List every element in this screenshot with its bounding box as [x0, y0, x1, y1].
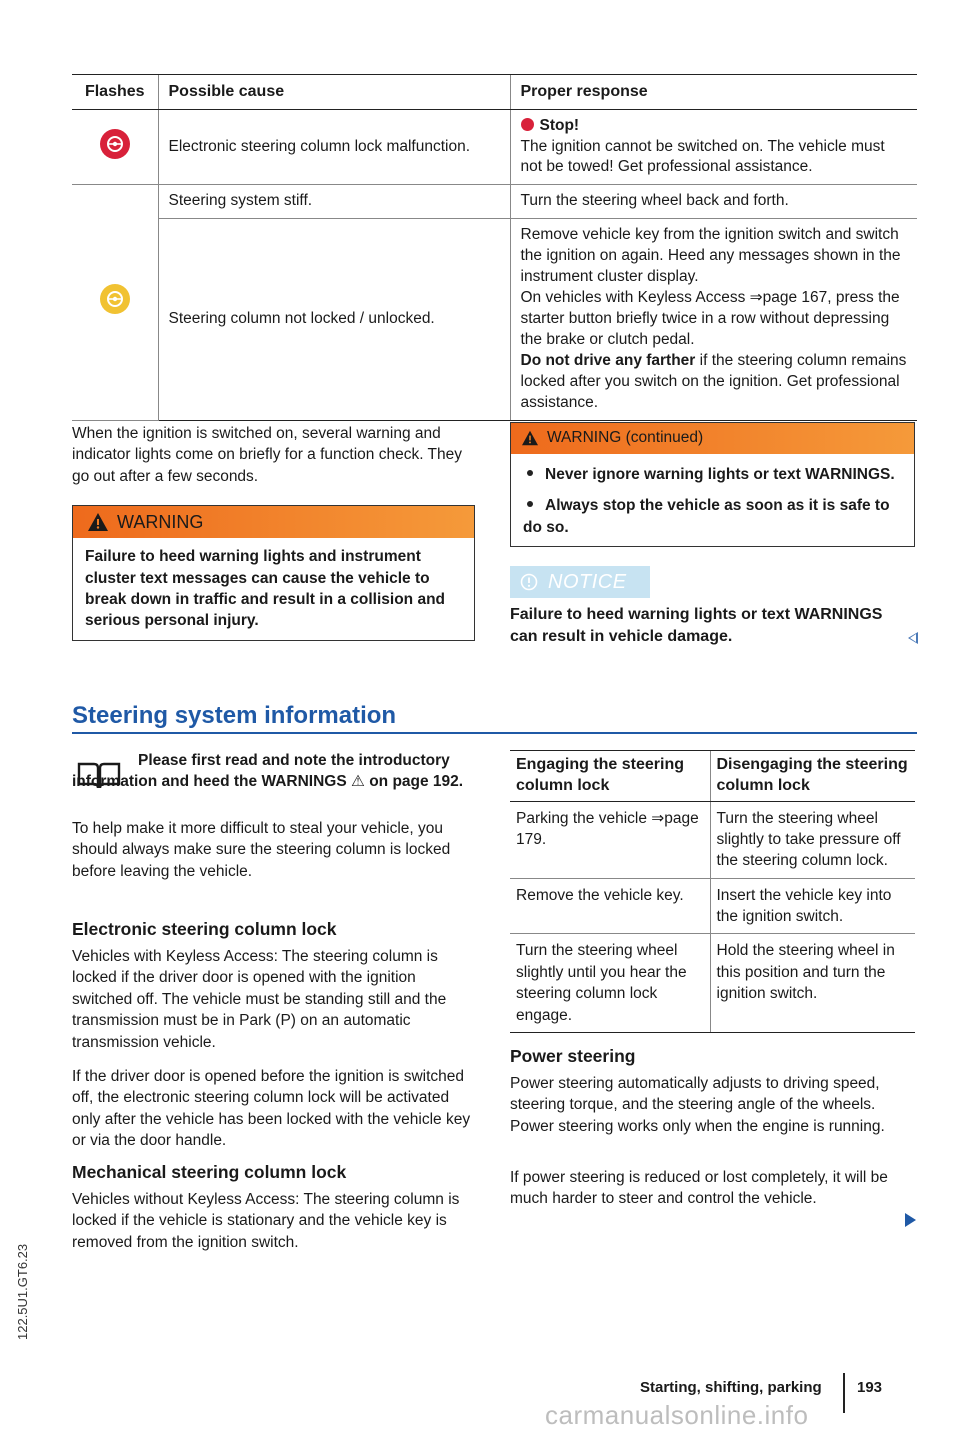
- warning-triangle-icon: [87, 512, 109, 532]
- help-paragraph: To help make it more difficult to steal your vehicle, you should always make sure the steering column is locked before leaving the vehicle.: [72, 820, 451, 880]
- warning-item: Never ignore warning lights or text WARNINGS.: [523, 464, 902, 485]
- warning-text: Failure to heed warning lights and instrument cluster text messages can cause the vehicle to break down in traffic and result in a collision and serious personal injury.: [85, 548, 446, 630]
- header-engaging: Engaging the steering column lock: [510, 751, 710, 802]
- electronic-lock-paragraph: If the driver door is opened before the ignition is switched off, the electronic steering column lock will be activated only after the vehicle has been locked with the vehicle key or via the door handle.: [72, 1068, 471, 1150]
- response-cell: [510, 109, 917, 185]
- table-row: Remove the vehicle key. Insert the vehicle key into the ignition switch.: [510, 878, 915, 934]
- electronic-lock-paragraph: Vehicles with Keyless Access: The steering column is locked if the driver door is opened with the ignition switched off. The vehicle must be standing still and the transmission must be in Park (P) on an automatic transmission vehicle.: [72, 948, 447, 1051]
- steering-lock-table: [510, 750, 915, 1033]
- table-row: Turn the steering wheel slightly until you hear the steering column lock engage. Hold the steering wheel in this position and turn the ignition switch.: [510, 934, 915, 1033]
- warning-item: Always stop the vehicle as soon as it is safe to do so.: [523, 497, 890, 536]
- response-bold: Do not drive any farther: [520, 351, 696, 369]
- warning-box: [72, 505, 475, 641]
- footer-chapter: Starting, shifting, parking: [640, 1379, 822, 1396]
- warning-box-continued: [510, 422, 915, 547]
- stop-dot-icon: [521, 118, 534, 131]
- document-code: 122.5U1.GT6.23: [15, 1243, 30, 1340]
- warning-light-table: [72, 74, 917, 421]
- mechanical-lock-heading: Mechanical steering column lock: [72, 1162, 347, 1182]
- flash-cell: [72, 109, 158, 185]
- header-proper-response: Proper response: [510, 75, 917, 110]
- section-divider: [72, 732, 917, 734]
- notice-header: [510, 566, 650, 598]
- section-end-icon: [908, 632, 918, 644]
- response-text: On vehicles with Keyless Access ⇒page 167, press the starter button briefly twice in a row without depressing the brake or clutch pedal.: [520, 289, 900, 348]
- electronic-lock-heading: Electronic steering column lock: [72, 919, 337, 939]
- power-steering-paragraph: If power steering is reduced or lost completely, it will be much harder to steer and control the vehicle.: [510, 1169, 888, 1208]
- warning-header: [511, 423, 914, 454]
- notice-title: NOTICE: [548, 570, 627, 593]
- bullet-icon: [527, 470, 533, 476]
- stop-label: Stop!: [539, 116, 580, 134]
- section-title: Steering system information: [72, 702, 397, 729]
- bullet-icon: [527, 501, 533, 507]
- continue-arrow-icon: [905, 1213, 916, 1227]
- response-text: if the steering column remains locked after you switch on the ignition. Get professional assistance.: [520, 351, 907, 411]
- cause-cell: Steering system stiff.: [158, 185, 510, 219]
- warning-header: [73, 506, 474, 538]
- warning-triangle-icon: [521, 430, 539, 446]
- steering-lock-yellow-icon: [100, 284, 130, 314]
- cause-cell: Steering column not locked / unlocked.: [158, 219, 510, 420]
- header-disengaging: Disengaging the steering column lock: [710, 751, 915, 802]
- notice-circle-icon: [520, 573, 538, 591]
- table-row: Parking the vehicle ⇒page 179. Turn the steering wheel slightly to take pressure off the steering column lock.: [510, 801, 915, 878]
- warning-title: WARNING: [117, 512, 204, 532]
- steering-lock-red-icon: [100, 129, 130, 159]
- footer-divider: [843, 1373, 845, 1413]
- warning-title: WARNING (continued): [547, 429, 704, 446]
- power-steering-paragraph: Power steering automatically adjusts to driving speed, steering torque, and the steering angle of the wheels. Power steering works only when the engine is running.: [510, 1075, 885, 1135]
- power-steering-heading: Power steering: [510, 1046, 636, 1066]
- cause-cell: Electronic steering column lock malfunction.: [158, 109, 510, 185]
- first-read-note: Please first read and note the introductory information and heed the WARNINGS ⚠ on page 192.: [72, 752, 464, 791]
- response-text: Remove vehicle key from the ignition switch and switch the ignition on again. Heed any messages shown in the instrument cluster display.: [520, 226, 901, 286]
- notice-text: Failure to heed warning lights or text WARNINGS can result in vehicle damage.: [510, 606, 883, 646]
- page-number: 193: [857, 1379, 883, 1396]
- intro-paragraph: When the ignition is switched on, several warning and indicator lights come on briefly for a function check. They go out after a few seconds.: [72, 425, 462, 485]
- watermark: carmanualsonline.info: [545, 1400, 809, 1430]
- header-possible-cause: Possible cause: [158, 75, 510, 110]
- response-text: The ignition cannot be switched on. The vehicle must not be towed! Get professional assistance.: [520, 137, 885, 176]
- header-flashes: Flashes: [72, 75, 158, 110]
- response-cell: Turn the steering wheel back and forth.: [510, 185, 917, 219]
- flash-cell: [72, 185, 158, 420]
- mechanical-lock-paragraph: Vehicles without Keyless Access: The steering column is locked if the vehicle is stationary and the vehicle key is removed from the ignition switch.: [72, 1191, 460, 1251]
- response-cell: [510, 219, 917, 420]
